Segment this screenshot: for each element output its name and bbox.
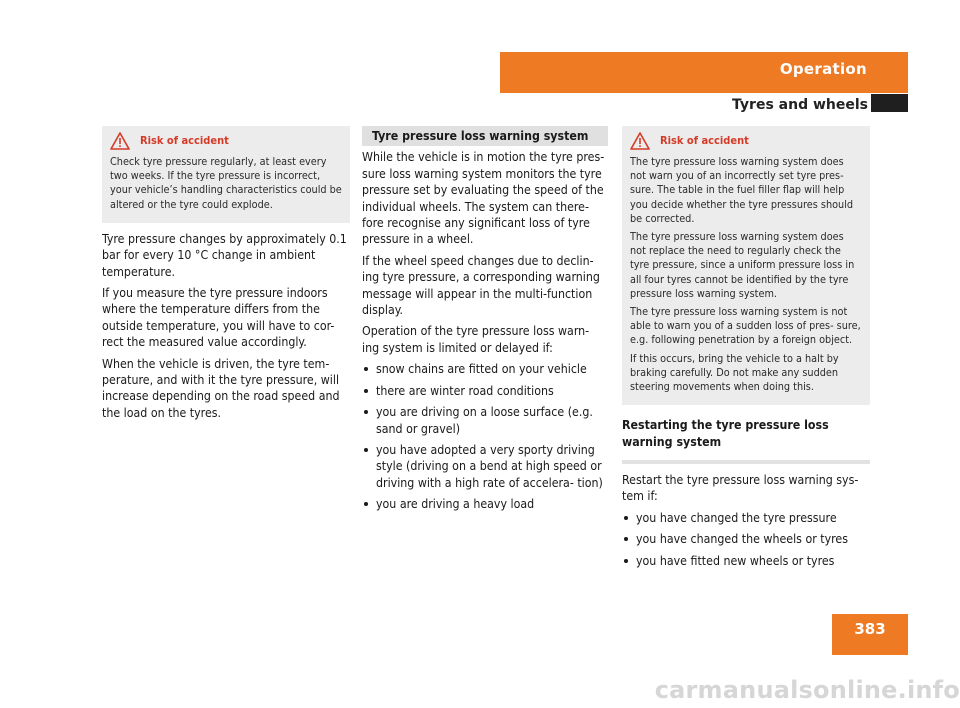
paragraph: If the wheel speed changes due to declin- ing tyre pressure, a corresponding warning message will appear in the multi-function display. [362,253,600,318]
page-number: 383 [854,620,886,638]
bullet-list [362,361,608,512]
warning-text: The tyre pressure loss warning system does not replace the need to regularly check the tyre pressure, since a uniform pressure loss in all four tyres cannot be identified by the tyre pressure loss warning system. [630,230,855,300]
list-item: snow chains are fitted on your vehicle [362,361,608,377]
list-item: you have changed the tyre pressure [622,510,870,526]
warning-triangle-icon [630,132,650,150]
column-3 [622,126,870,574]
list-item: you have adopted a very sporty driving style (driving on a bend at high speed or driving with a high rate of accelera- tion) [362,442,608,491]
bullet-list [622,510,870,569]
paragraph: When the vehicle is driven, the tyre tem- perature, and with it the tyre pressure, will increase depending on the road speed and the load on the tyres. [102,356,340,420]
subsection-title: Tyres and wheels [732,97,868,113]
header-marker [871,94,908,112]
warning-title: Risk of accident [660,133,749,147]
watermark: carmanualsonline.info [654,676,960,704]
section-heading: Tyre pressure loss warning system [362,126,608,146]
warning-text: Check tyre pressure regularly, at least every two weeks. If the tyre pressure is incorrect, your vehicle’s handling characteristics could be altered or the tyre could explode. [110,155,342,211]
column-2 [362,126,608,518]
paragraph: While the vehicle is in motion the tyre pres- sure loss warning system monitors the tyre pressure set by evaluating the speed of the individual wheels. The system can there- fore recognise any significant loss of tyre pressure in a wheel. [362,150,605,247]
paragraph: If you measure the tyre pressure indoors where the temperature differs from the outside temperature, you will have to cor- rect the measured value accordingly. [102,286,335,350]
warning-header [630,132,862,150]
list-item: you are driving on a loose surface (e.g. sand or gravel) [362,404,608,437]
section-title: Operation [779,60,867,78]
warning-box [102,126,350,223]
paragraph: Tyre pressure changes by approximately 0.1 bar for every 10 °C change in ambient temperature. [102,231,347,279]
list-item: you have changed the wheels or tyres [622,531,870,547]
list-item: you are driving a heavy load [362,496,608,512]
body-text [622,472,870,569]
column-1 [102,126,350,426]
section-header-bar [500,52,908,93]
body-text [102,231,350,421]
paragraph: Operation of the tyre pressure loss warn- ing system is limited or delayed if: [362,324,590,355]
list-item: there are winter road conditions [362,383,608,399]
list-item: you have fitted new wheels or tyres [622,553,870,569]
warning-title: Risk of accident [140,133,229,147]
warning-triangle-icon [110,132,130,150]
warning-text: The tyre pressure loss warning system does not warn you of an incorrectly set tyre pres- sure. The table in the fuel filler flap will help you decide whether the tyre pressures should be corrected. [630,155,854,225]
warning-box [622,126,870,405]
subsection-heading: Restarting the tyre pressure loss warning system [622,417,870,464]
warning-text: The tyre pressure loss warning system is not able to warn you of a sudden loss of pres- sure, e.g. following penetration by a foreign object. [630,305,861,347]
page-number-box [832,614,908,655]
warning-text: If this occurs, bring the vehicle to a halt by braking carefully. Do not make any sudden steering movements when doing this. [630,351,839,394]
paragraph: Restart the tyre pressure loss warning sys- tem if: [622,473,859,504]
warning-header [110,132,342,150]
